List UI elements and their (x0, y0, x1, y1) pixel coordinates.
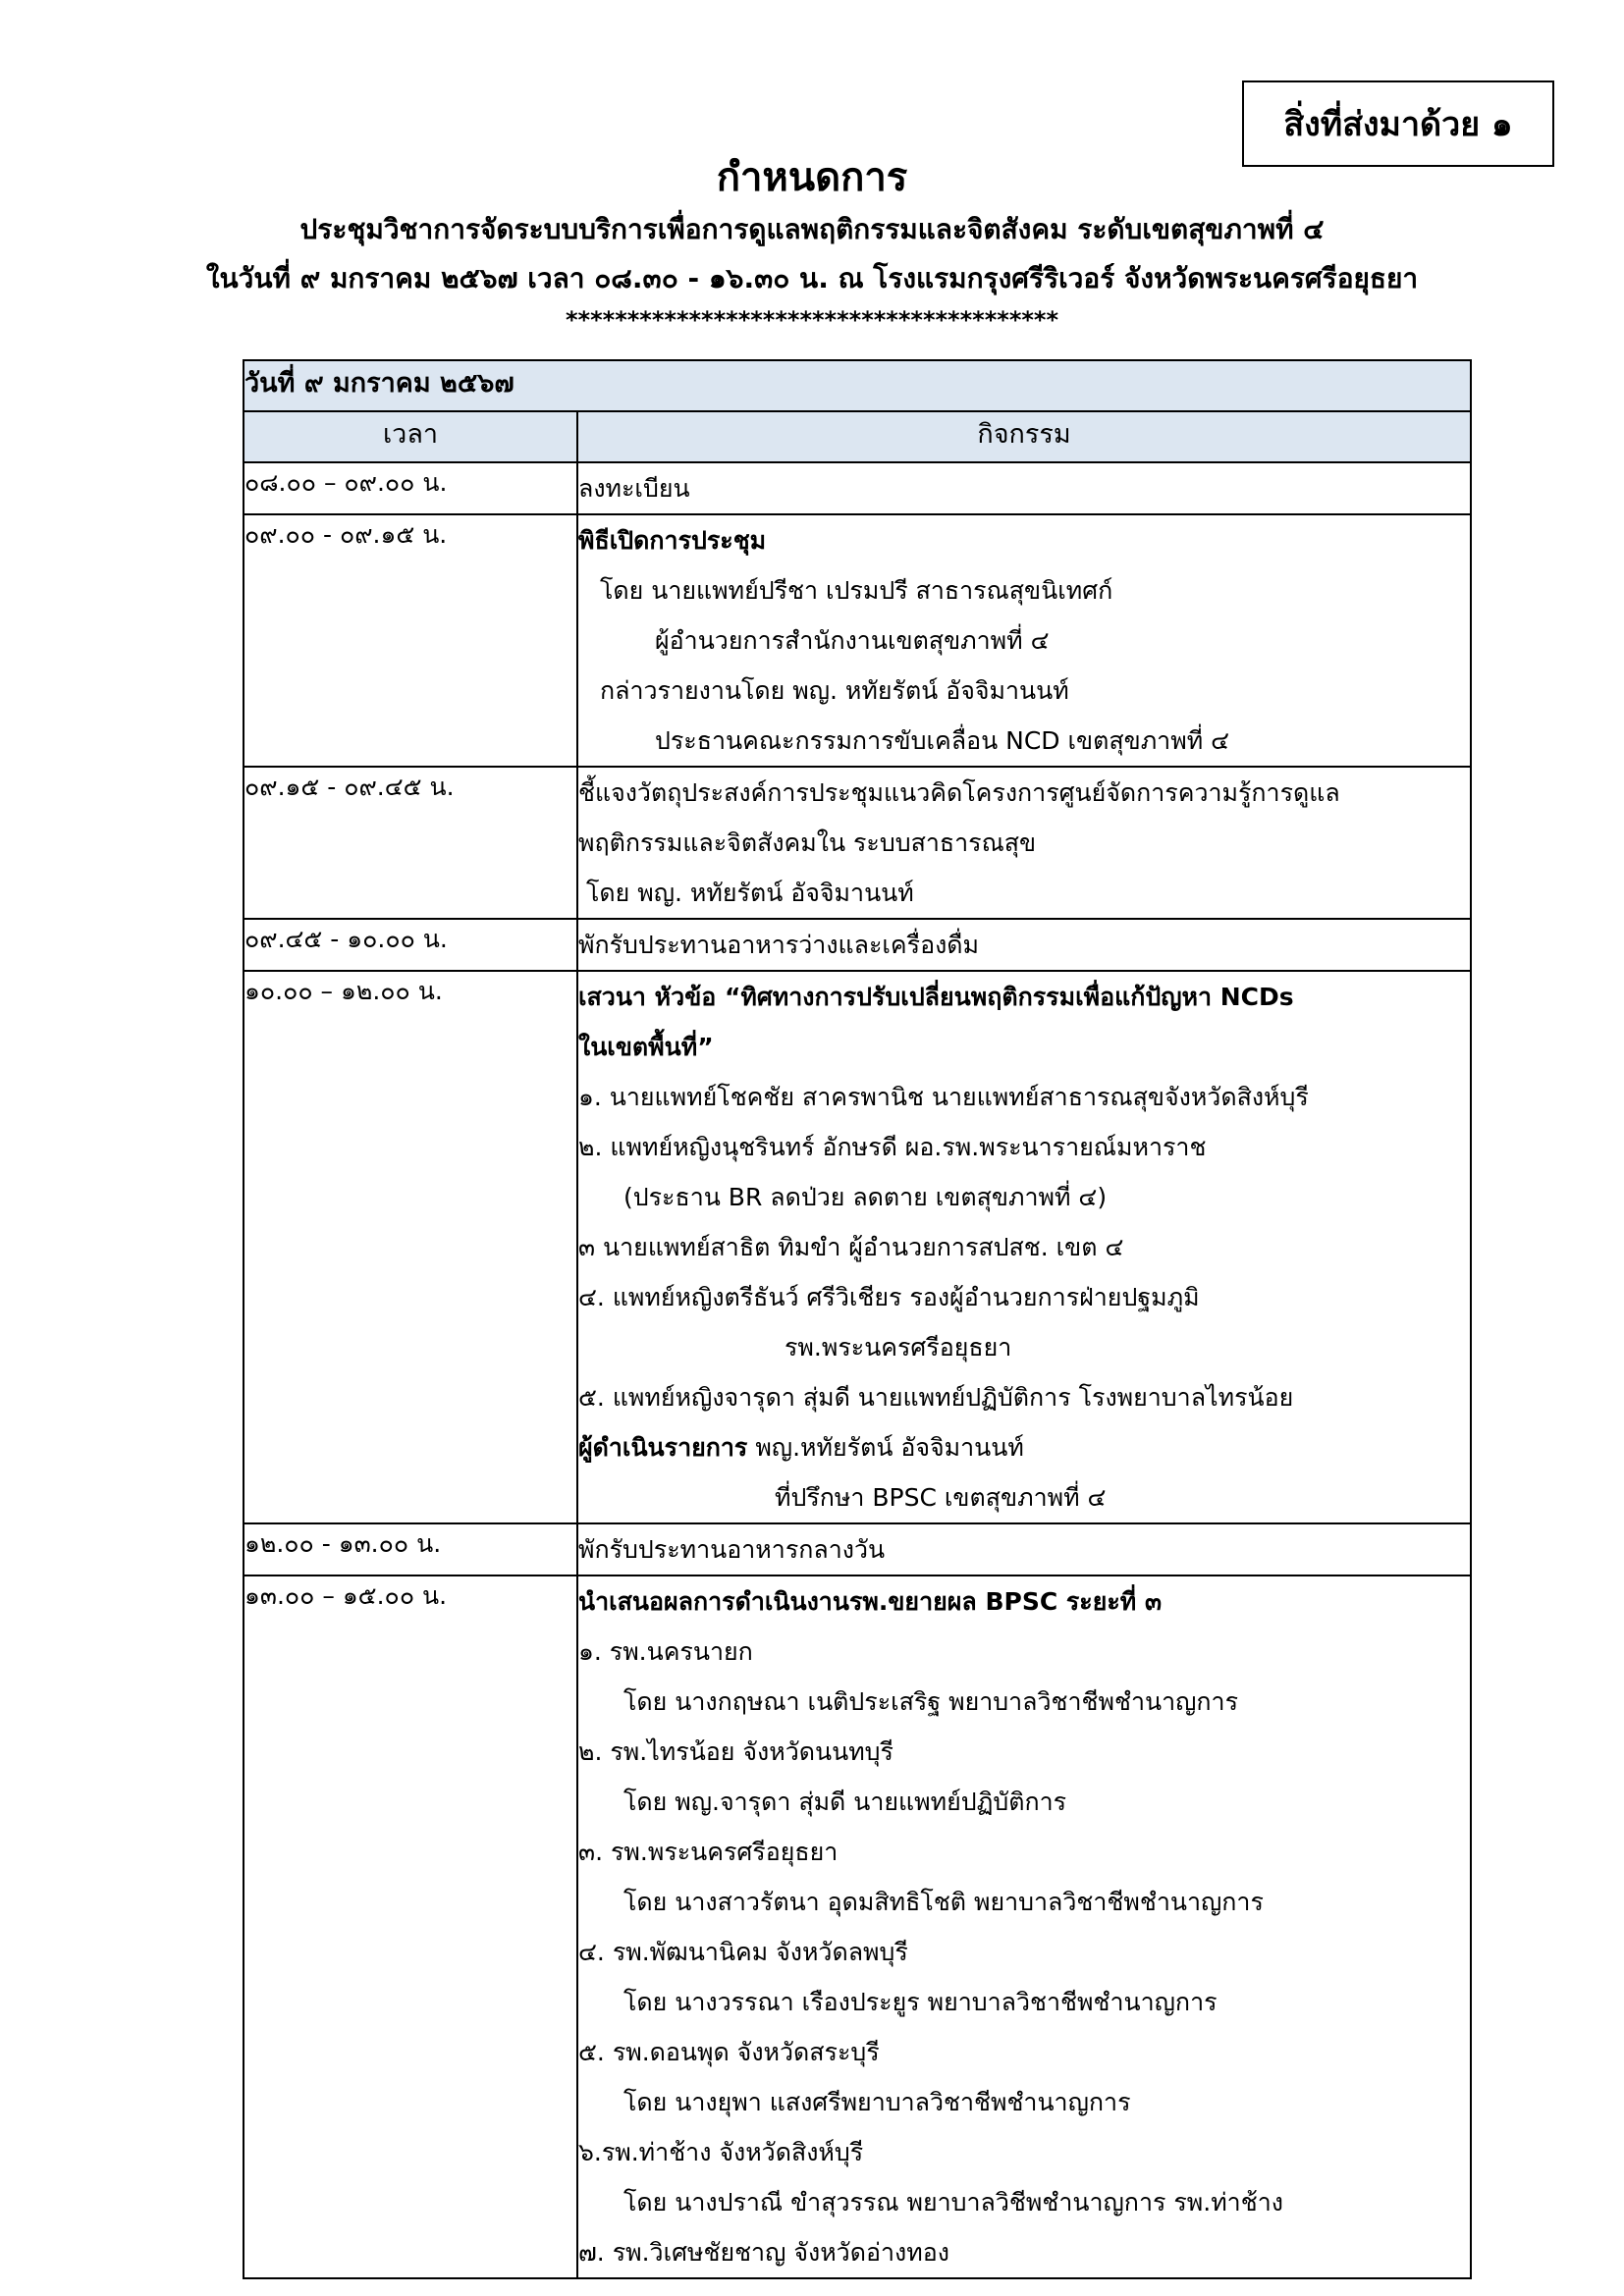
activity-line: ๖.รพ.ท่าช้าง จังหวัดสิงห์บุรี (578, 2138, 864, 2166)
column-header-row (244, 411, 1471, 462)
activity-line: (ประธาน BR ลดป่วย ลดตาย เขตสุขภาพที่ ๔) (623, 1183, 1108, 1211)
page-title: กำหนดการ (716, 155, 908, 200)
subtitle-event: ประชุมวิชาการจัดระบบบริการเพื่อการดูแลพฤติกรรมและจิตสังคม ระดับเขตสุขภาพที่ ๔ (299, 213, 1325, 245)
activity-line: ผู้อำนวยการสำนักงานเขตสุขภาพที่ ๔ (655, 626, 1050, 655)
activity-line: ๓. รพ.พระนครศรีอยุธยา (578, 1838, 839, 1866)
column-header-activity: กิจกรรม (577, 411, 1471, 462)
activity-cell (577, 1575, 1471, 2278)
activity-line: ลงทะเบียน (578, 474, 690, 503)
table-row (244, 971, 1471, 1523)
activity-line: โดย พญ.จารุดา สุ่มดี นายแพทย์ปฏิบัติการ (623, 1788, 1067, 1816)
activity-line: ๕. รพ.ดอนพุด จังหวัดสระบุรี (578, 2038, 880, 2066)
activity-line: ๒. รพ.ไทรน้อย จังหวัดนนทบุรี (578, 1737, 893, 1766)
activity-line: ในเขตพื้นที่” (578, 1033, 714, 1061)
activity-cell (577, 514, 1471, 767)
table-row (244, 919, 1471, 971)
activity-cell (577, 919, 1471, 971)
activity-line: ๔. แพทย์หญิงตรีธันว์ ศรีวิเชียร รองผู้อำนวยการฝ่ายปฐมภูมิ (578, 1283, 1200, 1311)
subtitle-date-venue: ในวันที่ ๙ มกราคม ๒๕๖๗ เวลา ๐๘.๓๐ - ๑๖.๓๐ น. ณ โรงแรมกรุงศรีริเวอร์ จังหวัดพระนครศรีอยุธยา (205, 262, 1419, 294)
activity-line: ชี้แจงวัตถุประสงค์การประชุมแนวคิดโครงการศูนย์จัดการความรู้การดูแล (578, 778, 1340, 807)
activity-line: พักรับประทานอาหารกลางวัน (578, 1535, 886, 1564)
activity-line: ๕. แพทย์หญิงจารุดา สุ่มดี นายแพทย์ปฏิบัติการ โรงพยาบาลไทรน้อย (578, 1383, 1294, 1412)
activity-line (578, 1422, 1470, 1472)
moderator-label: ผู้ดำเนินรายการ (578, 1433, 748, 1462)
activity-cell (577, 971, 1471, 1523)
activity-line: โดย นางกฤษณา เนติประเสริฐ พยาบาลวิชาชีพชำนาญการ (623, 1687, 1239, 1716)
activity-line: โดย นายแพทย์ปรีชา เปรมปรี สาธารณสุขนิเทศก์ (600, 576, 1113, 605)
activity-line: โดย นางสาวรัตนา อุดมสิทธิโชติ พยาบาลวิชาชีพชำนาญการ (623, 1888, 1264, 1916)
column-header-time: เวลา (244, 411, 577, 462)
moderator-name: พญ.หทัยรัตน์ อัจจิมานนท์ (747, 1433, 1024, 1462)
day-header-row (244, 360, 1471, 411)
table-row (244, 1523, 1471, 1575)
time-cell: ๐๘.๐๐ – ๐๙.๐๐ น. (244, 462, 577, 514)
activity-line: โดย นางปราณี ขำสุวรรณ พยาบาลวิชีพชำนาญการ รพ.ท่าช้าง (623, 2188, 1283, 2216)
activity-line: ที่ปรึกษา BPSC เขตสุขภาพที่ ๔ (775, 1483, 1107, 1512)
table-row (244, 462, 1471, 514)
separator-stars: **************************************** (565, 306, 1059, 334)
activity-line: พักรับประทานอาหารว่างและเครื่องดื่ม (578, 931, 980, 959)
activity-cell (577, 462, 1471, 514)
time-cell: ๐๙.๐๐ - ๐๙.๑๕ น. (244, 514, 577, 767)
time-cell: ๑๓.๐๐ – ๑๕.๐๐ น. (244, 1575, 577, 2278)
activity-line: ๒. แพทย์หญิงนุชรินทร์ อักษรดี ผอ.รพ.พระนารายณ์มหาราช (578, 1133, 1207, 1161)
activity-line: ประธานคณะกรรมการขับเคลื่อน NCD เขตสุขภาพที่ ๔ (655, 726, 1230, 755)
activity-cell (577, 767, 1471, 919)
activity-line: พฤติกรรมและจิตสังคมใน ระบบสาธารณสุข (578, 828, 1037, 857)
table-row (244, 514, 1471, 767)
activity-line: พิธีเปิดการประชุม (578, 526, 767, 555)
table-row (244, 767, 1471, 919)
attachment-badge: สิ่งที่ส่งมาด้วย ๑ (1242, 80, 1554, 167)
activity-line: ๔. รพ.พัฒนานิคม จังหวัดลพบุรี (578, 1938, 908, 1966)
activity-line: ๗. รพ.วิเศษชัยชาญ จังหวัดอ่างทอง (578, 2238, 949, 2267)
activity-line: รพ.พระนครศรีอยุธยา (785, 1333, 1012, 1362)
time-cell: ๑๒.๐๐ - ๑๓.๐๐ น. (244, 1523, 577, 1575)
activity-line: เสวนา หัวข้อ “ทิศทางการปรับเปลี่ยนพฤติกรรมเพื่อแก้ปัญหา NCDs (578, 983, 1294, 1011)
time-cell: ๐๙.๑๕ - ๐๙.๔๕ น. (244, 767, 577, 919)
activity-line: ๑. นายแพทย์โชคชัย สาครพานิช นายแพทย์สาธารณสุขจังหวัดสิงห์บุรี (578, 1083, 1309, 1111)
activity-line: นำเสนอผลการดำเนินงานรพ.ขยายผล BPSC ระยะที่ ๓ (578, 1587, 1163, 1616)
activity-line: โดย พญ. หทัยรัตน์ อัจจิมานนท์ (586, 879, 914, 907)
time-cell: ๐๙.๔๕ - ๑๐.๐๐ น. (244, 919, 577, 971)
day-label: วันที่ ๙ มกราคม ๒๕๖๗ (244, 360, 1471, 411)
activity-cell (577, 1523, 1471, 1575)
activity-line: กล่าวรายงานโดย พญ. หทัยรัตน์ อัจจิมานนท์ (600, 676, 1069, 705)
activity-line: โดย นางยุพา แสงศรีพยาบาลวิชาชีพชำนาญการ (623, 2088, 1131, 2116)
time-cell: ๑๐.๐๐ – ๑๒.๐๐ น. (244, 971, 577, 1523)
activity-line: โดย นางวรรณา เรืองประยูร พยาบาลวิชาชีพชำนาญการ (623, 1988, 1218, 2016)
agenda-table (243, 359, 1472, 2279)
activity-line: ๑. รพ.นครนายก (578, 1637, 753, 1666)
table-row (244, 1575, 1471, 2278)
activity-line: ๓ นายแพทย์สาธิต ทิมขำ ผู้อำนวยการสปสช. เขต ๔ (578, 1233, 1124, 1261)
